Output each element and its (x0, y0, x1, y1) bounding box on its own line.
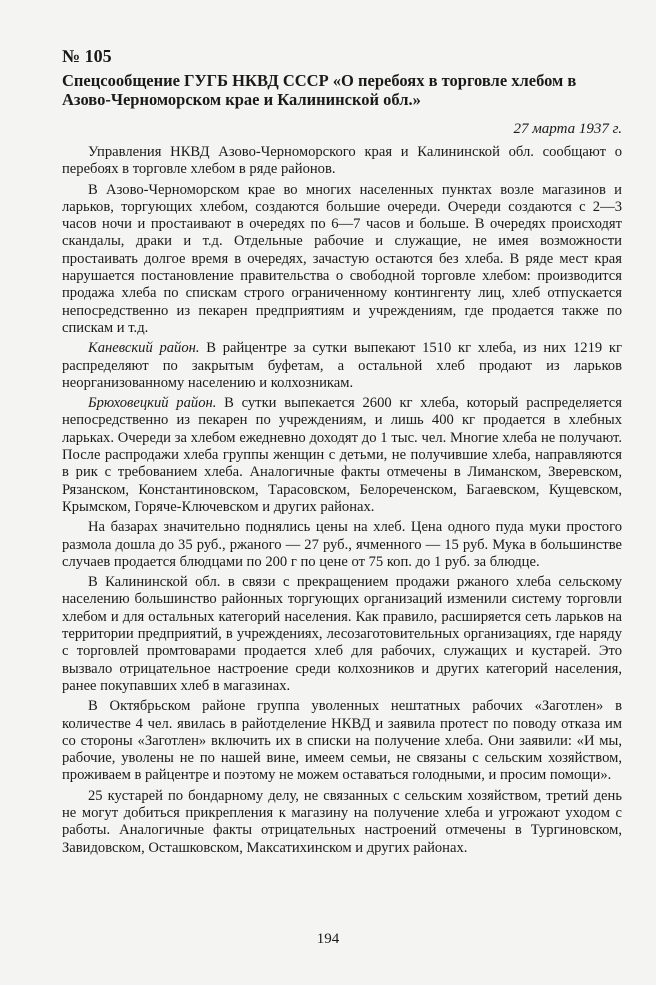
paragraph (62, 698, 622, 784)
paragraph (62, 574, 622, 695)
paragraph-text: На базарах значительно поднялись цены на хлеб. Цена одного пуда муки простого размола дошла до 35 руб., ржаного — 27 руб., ячменного — 15 руб. Мука в большинстве случаев продается блюдцами по 200 г по цене от 75 коп. до 1 руб. за блюдце. (62, 519, 622, 570)
paragraph-lead: Каневский район. (88, 340, 200, 357)
paragraph (62, 182, 622, 338)
paragraph (62, 519, 622, 571)
page-number: 194 (316, 931, 340, 947)
paragraph-text: В Октябрьском районе группа уволенных нештатных рабочих «Заготлен» в количестве 4 чел. явилась в райотделение НКВД и заявила протест по поводу отказа им со стороны «Заготлен» включить их в списки на получение хлеба. Они заявили: «И мы, рабочие, уволены не по нашей вине, имеем семьи, не связаны с сельским хозяйством, проживаем в райцентре и поэтому не можем оставаться голодными, и просим помощи». (62, 698, 622, 784)
document-date: 27 марта 1937 г. (513, 121, 622, 137)
paragraph-text: Управления НКВД Азово-Черноморского края и Калининской обл. сообщают о перебоях в торговле хлебом в ряде районов. (62, 144, 622, 178)
paragraph-text: В Калининской обл. в связи с прекращением продажи ржаного хлеба сельскому населению большинство районных торгующих организаций изменили систему торговли хлебом и для остальных категорий населения. Как правило, расширяется сеть ларьков на территории предприятий, в учреждениях, лесозаготовительных организациях, где наряду с торговлей промтоварами продается хлеб для рабочих, служащих и кустарей. Это вызвало отрицательное настроение среди колхозников и других категорий населения, ранее покупавших хлеб в магазинах. (62, 574, 622, 694)
paragraph-text: В райцентре за сутки выпекают 1510 кг хлеба, из них 1219 кг распределяют по закрытым буфетам, а остальной хлеб продают из ларьков неорганизованному населению и колхозникам. (62, 340, 622, 391)
document-title: Спецсообщение ГУГБ НКВД СССР «О перебоях в торговле хлебом в Азово-Черноморском крае и Калининской обл.» (62, 71, 577, 109)
paragraph (62, 340, 622, 392)
paragraph (62, 395, 622, 516)
paragraph (62, 788, 622, 857)
paragraph-lead: Брюховецкий район. (88, 395, 217, 412)
paragraph-text: В Азово-Черноморском крае во многих населенных пунктах возле магазинов и ларьков, торгующих хлебом, создаются большие очереди. Очереди создаются с 2—3 часов ночи и простаивают в очередях по 6—7 часов и больше. В очередях происходят скандалы, драки и т.д. Отдельные рабочие и служащие, не имея возможности простаивать долгое время в очередях, зачастую остаются без хлеба. В ряде мест края нарушается постановление правительства о свободной торговле хлебом: производится продажа хлеба по спискам строго ограниченному контингенту лиц, хлеб отпускается непосредственно из пекарен предприятиям и учреждениям, где продается также по спискам и т.д. (62, 181, 622, 336)
paragraph-text: 25 кустарей по бондарному делу, не связанных с сельским хозяйством, третий день не могут добиться прикрепления к магазину на получение хлеба и угрожают уходом с работы. Аналогичные факты отрицательных настроений отмечены в Тургиновском, Завидовском, Осташковском, Максатихинском и других районах. (62, 787, 622, 856)
paragraph (62, 144, 622, 179)
paragraph-text: В сутки выпекается 2600 кг хлеба, который распределяется непосредственно из пекарен по учреждениям, и лишь 400 кг продается в хлебных ларьках. Очереди за хлебом ежедневно доходят до 1 тыс. чел. Многие хлеба не получают. После распродажи хлеба группы женщин с детьми, не получившие хлеба, направляются в рик с требованием хлеба. Аналогичные факты отмечены в Лиманском, Зверевском, Рязанском, Константиновском, Тарасовском, Белореченском, Багаевском, Кущевском, Крымском, Горяче-Ключевском и других районах. (62, 395, 622, 515)
document-number: № 105 (62, 46, 112, 66)
document-body (62, 46, 622, 860)
